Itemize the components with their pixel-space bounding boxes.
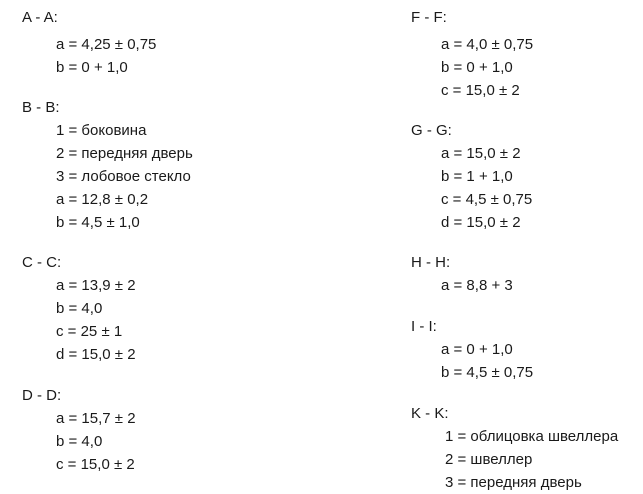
- dimension-item: c = 15,0 ± 2: [56, 456, 135, 473]
- section-items: [56, 119, 193, 234]
- section-title: G - G:: [411, 122, 452, 139]
- section-title: A - A:: [22, 9, 58, 26]
- dimension-item: b = 4,5 ± 0,75: [441, 364, 534, 381]
- section-g-g: [411, 119, 532, 234]
- legend-item: 1 = облицовка швеллера: [445, 428, 619, 445]
- dimension-item: a = 15,0 ± 2: [441, 145, 521, 162]
- section-title: C - C:: [22, 254, 62, 271]
- dimension-item: a = 0 + 1,0: [441, 341, 513, 358]
- section-title: H - H:: [411, 254, 451, 271]
- legend-item: 3 = лобовое стекло: [56, 168, 191, 185]
- dimension-item: b = 4,0: [56, 300, 103, 317]
- section-items: [441, 274, 513, 297]
- dimension-item: b = 0 + 1,0: [441, 59, 513, 76]
- section-i-i: [411, 315, 533, 384]
- dimension-item: d = 15,0 ± 2: [441, 214, 521, 231]
- section-h-h: [411, 251, 513, 297]
- section-items: [56, 274, 136, 366]
- section-d-d: [22, 384, 136, 476]
- section-items: [441, 338, 533, 384]
- legend-item: 1 = боковина: [56, 122, 147, 139]
- section-title: I - I:: [411, 318, 437, 335]
- dimension-item: b = 4,5 ± 1,0: [56, 214, 140, 231]
- dimension-item: a = 4,0 ± 0,75: [441, 36, 534, 53]
- section-items: [56, 407, 136, 476]
- section-k-k: [411, 402, 618, 494]
- dimension-item: a = 8,8 + 3: [441, 277, 513, 294]
- section-items: [441, 142, 532, 234]
- section-items: [56, 33, 156, 79]
- dimension-item: c = 25 ± 1: [56, 323, 123, 340]
- dimension-item: a = 12,8 ± 0,2: [56, 191, 149, 208]
- dimension-item: c = 15,0 ± 2: [441, 82, 520, 99]
- legend-item: 2 = швеллер: [445, 451, 533, 468]
- section-f-f: [411, 6, 533, 102]
- section-b-b: [22, 96, 193, 234]
- dimension-item: b = 1 + 1,0: [441, 168, 513, 185]
- dimension-item: d = 15,0 ± 2: [56, 346, 136, 363]
- dimension-item: a = 15,7 ± 2: [56, 410, 136, 427]
- section-c-c: [22, 251, 136, 366]
- legend-item: 2 = передняя дверь: [56, 145, 193, 162]
- section-title: B - B:: [22, 99, 60, 116]
- section-title: K - K:: [411, 405, 449, 422]
- section-items: [445, 425, 618, 494]
- dimension-item: c = 4,5 ± 0,75: [441, 191, 533, 208]
- section-title: D - D:: [22, 387, 62, 404]
- section-a-a: [22, 6, 156, 79]
- dimension-item: b = 4,0: [56, 433, 103, 450]
- legend-item: 3 = передняя дверь: [445, 474, 582, 491]
- section-items: [441, 33, 533, 102]
- dimension-item: a = 4,25 ± 0,75: [56, 36, 157, 53]
- dimension-item: a = 13,9 ± 2: [56, 277, 136, 294]
- dimension-item: b = 0 + 1,0: [56, 59, 128, 76]
- section-title: F - F:: [411, 9, 447, 26]
